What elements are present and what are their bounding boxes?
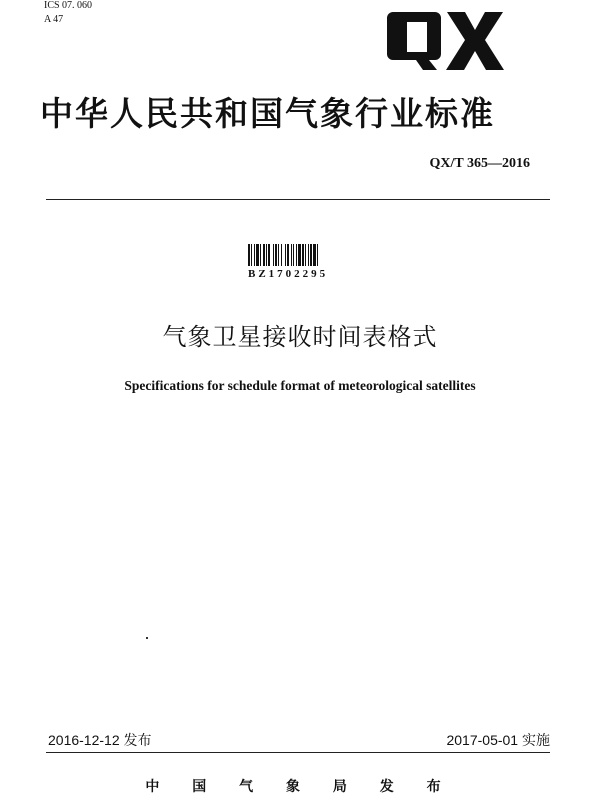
barcode (248, 244, 354, 266)
ics-code: ICS 07. 060 (44, 0, 93, 11)
qx-logo (385, 6, 515, 72)
speck (146, 637, 148, 639)
document-title-en: Specifications for schedule format of meteorological satellites (124, 378, 476, 393)
publish-date: 2016-12-12 发布 (48, 732, 152, 748)
issuer: 中 国 气 象 局 发 布 (145, 779, 455, 795)
top-divider (46, 199, 550, 200)
barcode-number: BZ1702295 (248, 268, 329, 280)
qx-logo-graphic (385, 6, 515, 72)
implement-date: 2017-05-01 实施 (446, 732, 550, 748)
standard-number: QX/T 365—2016 (429, 156, 530, 171)
standard-category-title: 中华人民共和国气象行业标准 (40, 94, 495, 133)
classification-code: A 47 (44, 14, 64, 25)
bottom-divider (46, 752, 550, 753)
barcode-bars (248, 244, 354, 266)
document-title-zh: 气象卫星接收时间表格式 (162, 323, 438, 351)
